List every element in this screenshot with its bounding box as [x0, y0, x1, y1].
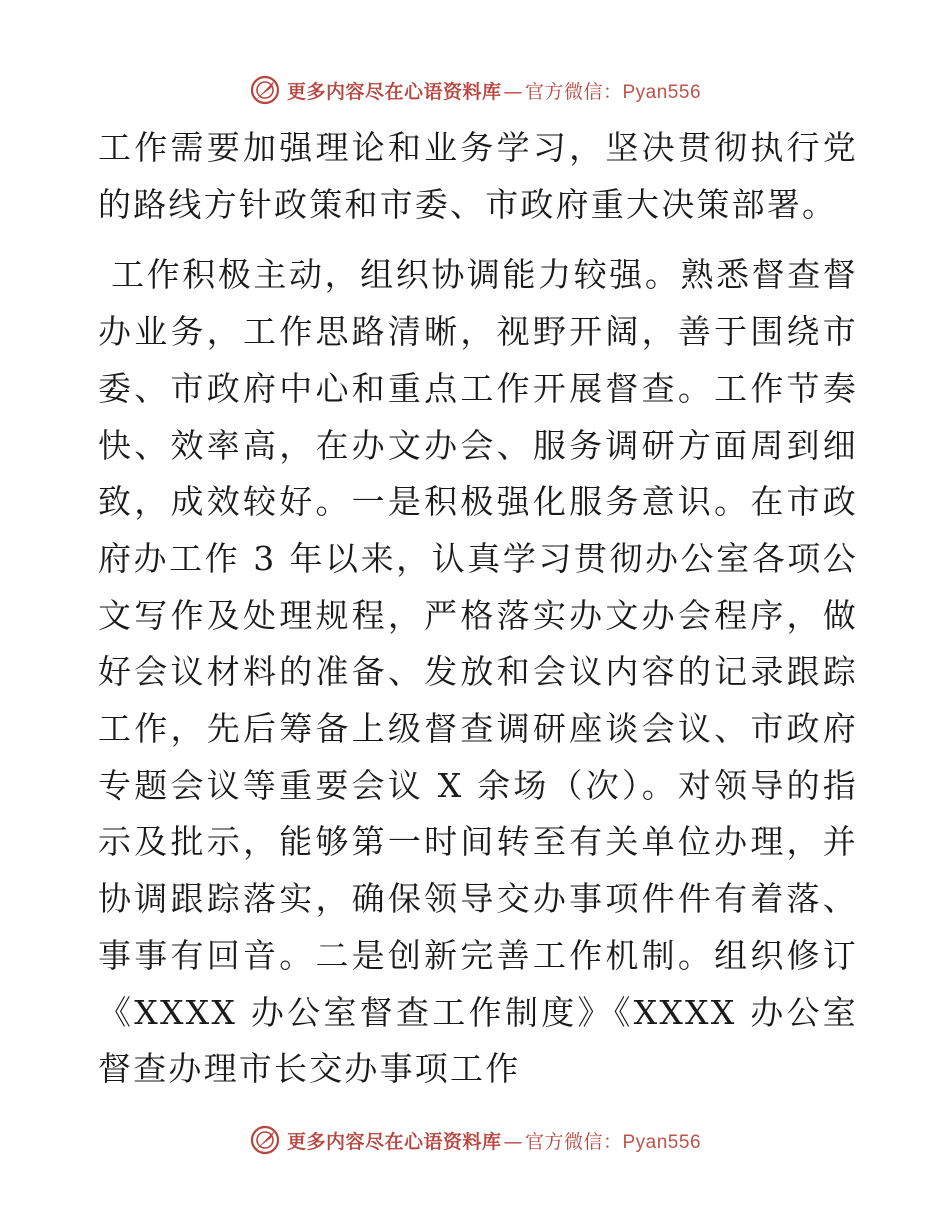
- paragraph-2: 工作积极主动，组织协调能力较强。熟悉督查督办业务，工作思路清晰，视野开阔，善于围绕市委、市政府中心和重点工作开展督查。工作节奏快、效率高，在办文办会、服务调研方面周到细致，成效较好。一是积极强化服务意识。在市政府办工作 3 年以来，认真学习贯彻办公室各项公文写作及处理规程，严格落实办文办会程序，做好会议材料的准备、发放和会议内容的记录跟踪工作，先后筹备上级督查调研座谈会议、市政府专题会议等重要会议 X 余场（次）。对领导的指示及批示，能够第一时间转至有关单位办理，并协调跟踪落实，确保领导交办事项件件有着落、事事有回音。二是创新完善工作机制。组织修订《XXXX 办公室督查工作制度》《XXXX 办公室督查办理市长交办事项工作: [98, 255, 858, 1089]
- watermark-text: [287, 77, 701, 104]
- watermark-brand: 更多内容尽在心语资料库: [286, 80, 502, 103]
- quill-circle-icon: [249, 74, 281, 106]
- watermark-label: 官方微信：: [524, 1130, 623, 1153]
- watermark-dash: —: [503, 1130, 523, 1153]
- watermark-wechat-id: Pyan556: [622, 81, 702, 103]
- watermark-label: 官方微信：: [524, 80, 623, 103]
- document-body: [98, 120, 858, 1098]
- watermark-dash: —: [503, 80, 523, 103]
- quill-circle-icon: [249, 1124, 281, 1156]
- watermark-text: [287, 1127, 701, 1154]
- paragraph-1: 工作需要加强理论和业务学习，坚决贯彻执行党的路线方针政策和市委、市政府重大决策部署。: [98, 128, 858, 224]
- watermark-header: [0, 70, 950, 110]
- watermark-wechat-id: Pyan556: [622, 1131, 702, 1153]
- watermark-footer: [0, 1120, 950, 1160]
- watermark-brand: 更多内容尽在心语资料库: [286, 1130, 502, 1153]
